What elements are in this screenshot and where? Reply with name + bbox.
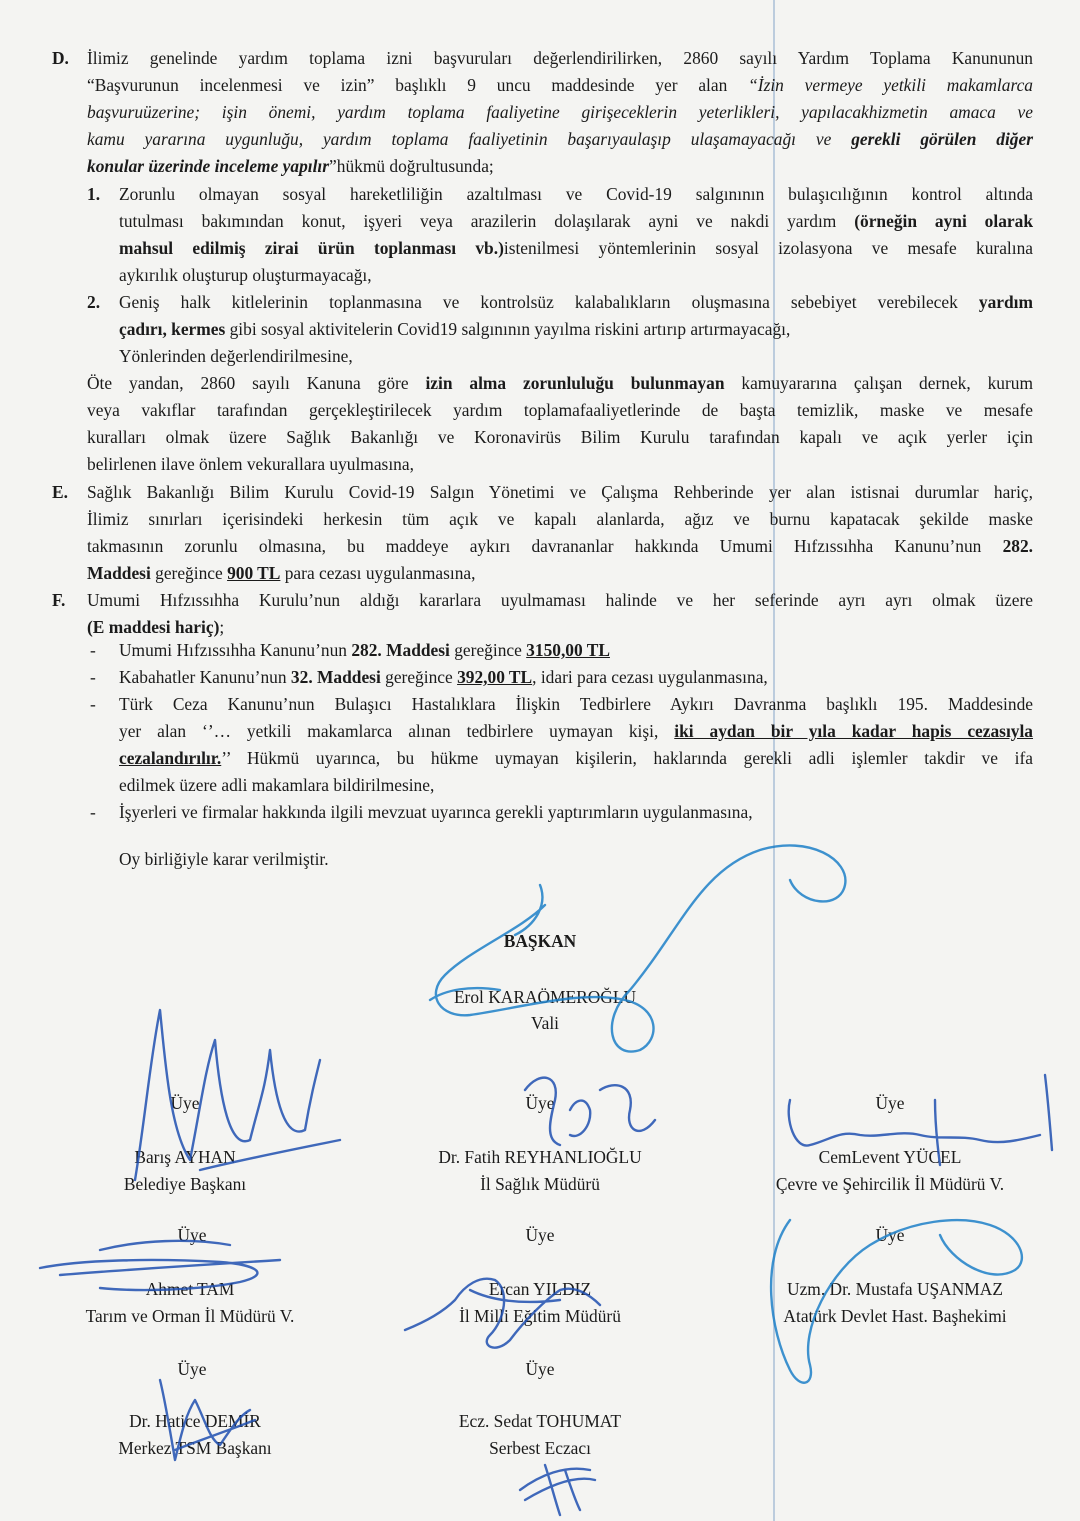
section-f-line: Umumi Hıfzıssıhha Kurulu’nun aldığı kararlara uyulmaması halinde ve her seferinde ayrı ayrı olmak üzere xyxy=(87,590,1033,610)
bullet-dash: - xyxy=(90,694,96,714)
member-title: Serbest Eczacı xyxy=(489,1438,591,1458)
bullet-line: edilmek üzere adli makamlara bildirilmesine, xyxy=(119,775,435,795)
member-title: İl Milli Eğitim Müdürü xyxy=(459,1306,621,1326)
section-d-line: kamu yararına uygunluğu, yardım toplama faaliyetinin başarıyaulaşıp ulaşamayacağı ve gerekli görülen diğer xyxy=(87,129,1033,149)
bullet-dash: - xyxy=(90,640,96,660)
item-2-marker: 2. xyxy=(87,292,101,312)
member-label: Üye xyxy=(525,1225,555,1245)
president-title: Vali xyxy=(530,1013,559,1033)
section-f-marker: F. xyxy=(52,590,66,610)
member-label: Üye xyxy=(170,1093,200,1113)
member-label: Üye xyxy=(525,1093,555,1113)
section-e-line: İlimiz sınırları içerisindeki herkesin tüm açık ve kapalı alanlarda, ağız ve burnu kapatacak şekilde maske xyxy=(87,509,1033,529)
section-f-line: (E maddesi hariç); xyxy=(87,617,225,637)
bullet-line: Türk Ceza Kanunu’nun Bulaşıcı Hastalıklara İlişkin Tedbirlere Aykırı Davranma başlıklı 195. Maddesinde xyxy=(119,694,1033,714)
section-e-line: Maddesi gereğince 900 TL para cezası uygulanmasına, xyxy=(87,563,476,583)
section-d-paragraph-line: belirlenen ilave önlem vekurallara uyulmasına, xyxy=(87,454,414,474)
item-2-line: Geniş halk kitlelerinin toplanmasına ve kontrolsüz kalabalıkların oluşmasına sebebiyet verebilecek yardım xyxy=(119,292,1033,312)
member-label: Üye xyxy=(177,1225,207,1245)
closing-statement: Oy birliğiyle karar verilmiştir. xyxy=(119,849,329,869)
bullet-dash: - xyxy=(90,802,96,822)
member-title: Belediye Başkanı xyxy=(123,1174,247,1194)
item-1-line: mahsul edilmiş zirai ürün toplanması vb.)istenilmesi yöntemlerinin sosyal izolasyona ve mesafe kuralına xyxy=(119,238,1033,258)
president-role: BAŞKAN xyxy=(503,931,577,951)
member-name: Ercan YILDIZ xyxy=(488,1279,592,1299)
item-1-line: aykırılık oluşturup oluşturmayacağı, xyxy=(119,265,372,285)
section-d-paragraph-line: Öte yandan, 2860 sayılı Kanuna göre izin alma zorunluluğu bulunmayan kamuyararına çalışan dernek, kurum xyxy=(87,373,1034,393)
member-title: İl Sağlık Müdürü xyxy=(480,1174,600,1194)
section-e-line: Sağlık Bakanlığı Bilim Kurulu Covid-19 Salgın Yönetimi ve Çalışma Rehberinde yer alan istisnai durumlar hariç, xyxy=(87,482,1033,502)
bullet-dash: - xyxy=(90,667,96,687)
member-signature-tohumat-icon xyxy=(520,1465,595,1515)
section-e-line: takmasının zorunlu olmasına, bu maddeye aykırı davrananlar hakkında Umumi Hıfzıssıhha Kanunu’nun 282. xyxy=(87,536,1033,556)
member-title: Tarım ve Orman İl Müdürü V. xyxy=(85,1306,295,1326)
section-d-line: “Başvurunun incelenmesi ve izin” başlıklı 9 uncu maddesinde yer alan “İzin vermeye yetkili makamlarca xyxy=(87,75,1033,95)
member-name: Ecz. Sedat TOHUMAT xyxy=(458,1411,622,1431)
member-label: Üye xyxy=(525,1359,555,1379)
member-title: Atatürk Devlet Hast. Başhekimi xyxy=(783,1306,1007,1326)
member-title: Merkez TSM Başkanı xyxy=(118,1438,272,1458)
bullet-line: yer alan ‘’… yetkili makamlarca alınan tedbirlere uymayan kişi, iki aydan bir yıla kadar hapis cezasıyla xyxy=(119,721,1034,741)
item-1-line: Zorunlu olmayan sosyal hareketliliğin azaltılması ve Covid-19 salgınının bulaşıcılığının kontrol altında xyxy=(119,184,1033,204)
item-2-line: çadırı, kermes gibi sosyal aktivitelerin Covid19 salgınının yayılma riskini artırıp artırmayacağı, xyxy=(119,319,791,339)
bullet-line: İşyerleri ve firmalar hakkında ilgili mevzuat uyarınca gerekli yaptırımların uygulanmasına, xyxy=(119,802,753,822)
bullet-line: cezalandırılır.’’ Hükmü uyarınca, bu hükme uymayan kişilerin, haklarında gerekli adli işlemler takdir ve ifa xyxy=(119,748,1033,768)
section-d-paragraph-line: kuralları olmak üzere Sağlık Bakanlığı ve Koronavirüs Bilim Kurulu tarafından kapalı ve açık yerler için xyxy=(87,427,1033,447)
section-d-line: başvuruüzerine; işin önemi, yardım toplama faaliyetine girişeceklerin yeterlikleri, yapılacakhizmetin amaca ve xyxy=(87,102,1033,122)
member-name: Dr. Hatice DEMİR xyxy=(129,1411,261,1431)
member-name: Barış AYHAN xyxy=(134,1147,236,1167)
president-name: Erol KARAÖMEROĞLU xyxy=(453,987,637,1007)
member-title: Çevre ve Şehircilik İl Müdürü V. xyxy=(775,1174,1005,1194)
section-d-marker: D. xyxy=(52,48,69,68)
member-label: Üye xyxy=(177,1359,207,1379)
section-d-paragraph-line: veya vakıflar tarafından gerçekleştirilecek yardım toplamafaaliyetlerinde de başta temizlik, maske ve mesafe xyxy=(87,400,1033,420)
member-name: Dr. Fatih REYHANLIOĞLU xyxy=(438,1147,642,1167)
member-label: Üye xyxy=(875,1225,905,1245)
item-1-marker: 1. xyxy=(87,184,101,204)
item-2-line: Yönlerinden değerlendirilmesine, xyxy=(119,346,353,366)
section-d-line: konular üzerinde inceleme yapılır”hükmü doğrultusunda; xyxy=(87,156,494,176)
section-e-marker: E. xyxy=(52,482,68,502)
member-name: CemLevent YÜCEL xyxy=(818,1147,962,1167)
bullet-line: Kabahatler Kanunu’nun 32. Maddesi gereğince 392,00 TL, idari para cezası uygulanmasına, xyxy=(119,667,768,687)
bullet-line: Umumi Hıfzıssıhha Kanunu’nun 282. Maddesi gereğince 3150,00 TL xyxy=(119,640,610,660)
member-label: Üye xyxy=(875,1093,905,1113)
member-name: Ahmet TAM xyxy=(145,1279,235,1299)
section-d-line: İlimiz genelinde yardım toplama izni başvuruları değerlendirilirken, 2860 sayılı Yardım Toplama Kanununun xyxy=(87,48,1033,68)
member-name: Uzm. Dr. Mustafa UŞANMAZ xyxy=(787,1279,1003,1299)
item-1-line: tutulması bakımından konut, işyeri veya arazilerin dolaşılarak ayni ve nakdi yardım (örneğin ayni olarak xyxy=(119,211,1033,231)
